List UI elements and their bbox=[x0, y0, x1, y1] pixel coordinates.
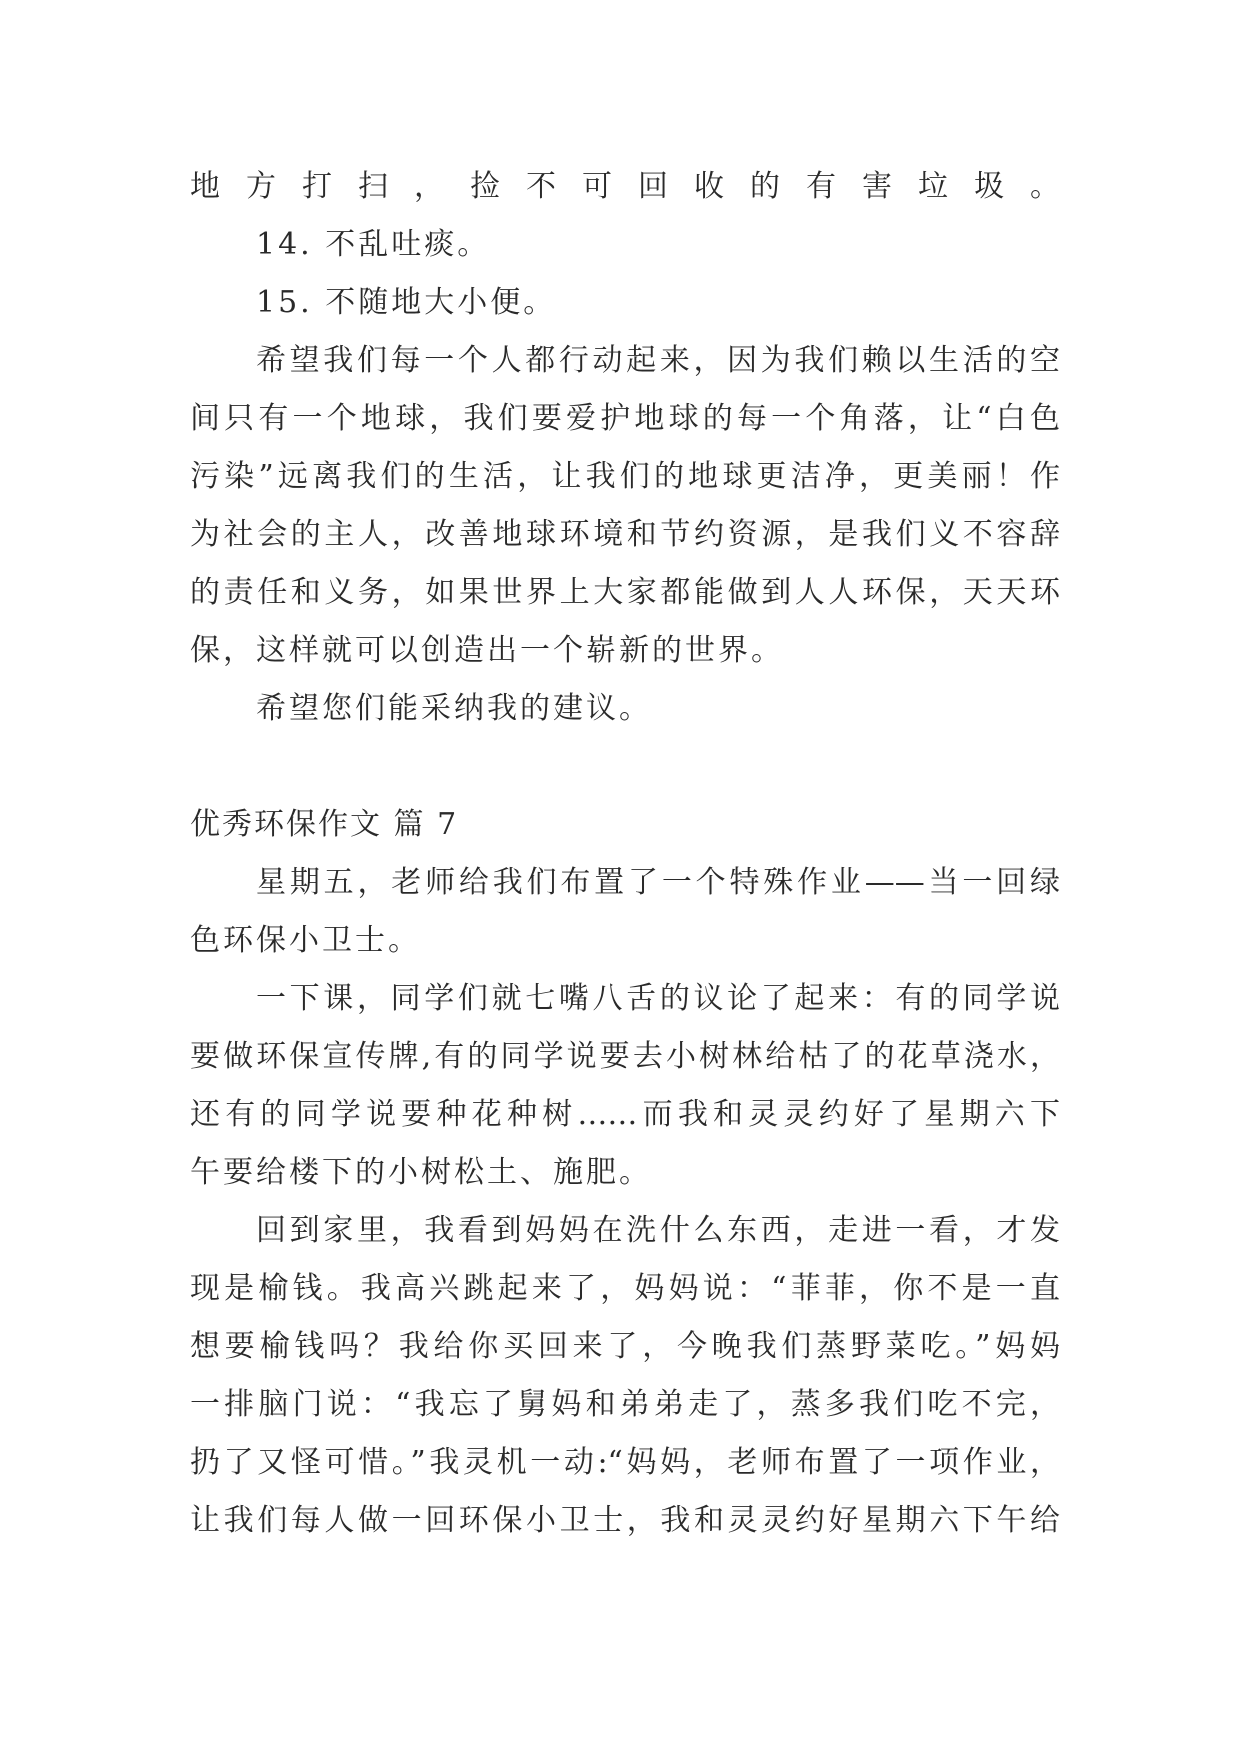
section-gap bbox=[190, 738, 1060, 796]
text-line: 污染”远离我们的生活，让我们的地球更洁净，更美丽！作 bbox=[190, 459, 1060, 494]
list-item: 14. 不乱吐痰。 bbox=[256, 227, 491, 262]
list-item: 15. 不随地大小便。 bbox=[256, 285, 557, 320]
text-line: 间只有一个地球，我们要爱护地球的每一个角落，让“白色 bbox=[190, 401, 1060, 436]
text-line: 要做环保宣传牌,有的同学说要去小树林给枯了的花草浇水， bbox=[190, 1039, 1060, 1074]
document-page bbox=[190, 158, 1060, 1550]
text-line: 想要榆钱吗？我给你买回来了，今晚我们蒸野菜吃。”妈妈 bbox=[190, 1329, 1060, 1364]
text-line: 回到家里，我看到妈妈在洗什么东西，走进一看，才发 bbox=[256, 1213, 1060, 1248]
text-line: 午要给楼下的小树松土、施肥。 bbox=[190, 1155, 652, 1190]
text-line: 现是榆钱。我高兴跳起来了，妈妈说：“菲菲，你不是一直 bbox=[190, 1271, 1060, 1306]
text-line: 希望我们每一个人都行动起来，因为我们赖以生活的空 bbox=[256, 343, 1060, 378]
text-line: 色环保小卫士。 bbox=[190, 923, 421, 958]
text-line: 一下课，同学们就七嘴八舌的议论了起来：有的同学说 bbox=[256, 981, 1060, 1016]
text-line: 一排脑门说：“我忘了舅妈和弟弟走了，蒸多我们吃不完， bbox=[190, 1387, 1060, 1422]
text-line: 为社会的主人，改善地球环境和节约资源，是我们义不容辞 bbox=[190, 517, 1060, 552]
text-line: 星期五，老师给我们布置了一个特殊作业——当一回绿 bbox=[256, 865, 1060, 900]
text-line: 扔了又怪可惜。”我灵机一动:“妈妈，老师布置了一项作业， bbox=[190, 1445, 1060, 1480]
text-line: 还有的同学说要种花种树……而我和灵灵约好了星期六下 bbox=[190, 1097, 1060, 1132]
text-line: 让我们每人做一回环保小卫士，我和灵灵约好星期六下午给 bbox=[190, 1503, 1060, 1538]
closing-line: 希望您们能采纳我的建议。 bbox=[256, 691, 652, 726]
text-line: 地方打扫，捡不可回收的有害垃圾。 bbox=[190, 169, 1060, 204]
text-line: 保，这样就可以创造出一个崭新的世界。 bbox=[190, 633, 784, 668]
text-line: 的责任和义务，如果世界上大家都能做到人人环保，天天环 bbox=[190, 575, 1060, 610]
section-title: 优秀环保作文 篇 7 bbox=[190, 807, 459, 842]
